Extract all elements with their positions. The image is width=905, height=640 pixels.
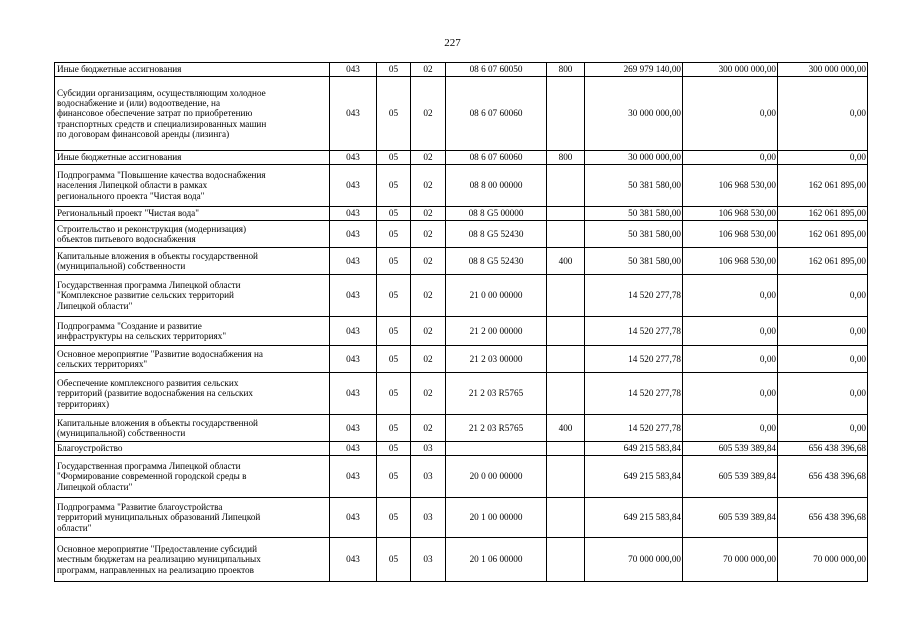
cell-target-article: 20 0 00 00000 [446,456,547,498]
cell-target-article: 08 8 G5 00000 [446,207,547,221]
cell-section: 05 [377,317,411,346]
cell-amount-year3: 0,00 [778,373,868,415]
cell-amount-year1: 50 381 580,00 [585,207,683,221]
cell-item-name-line: Липецкой области" [57,481,133,492]
cell-section: 05 [377,221,411,248]
cell-expense-type [547,275,585,317]
table-row [55,317,868,346]
cell-item-name-line: Обеспечение комплексного развития сельских [57,378,239,389]
cell-amount-year3: 0,00 [778,151,868,165]
cell-expense-type: 400 [547,415,585,442]
cell-item-name-line: финансовое обеспечение затрат по приобретению [57,108,253,119]
cell-expense-type [547,77,585,151]
cell-subsection: 03 [411,538,446,582]
cell-item-name: Региональный проект "Чистая вода" [55,207,330,221]
cell-grbs: 043 [330,151,377,165]
table-row [55,415,868,442]
cell-item-name-line: регионального проекта "Чистая вода" [57,190,205,201]
cell-expense-type [547,498,585,538]
cell-amount-year3: 70 000 000,00 [778,538,868,582]
cell-amount-year1: 14 520 277,78 [585,275,683,317]
cell-item-name-line: Подпрограмма "Развитие благоустройства [57,502,223,513]
cell-item-name [55,221,330,248]
cell-amount-year3: 300 000 000,00 [778,63,868,77]
cell-subsection: 03 [411,442,446,456]
cell-amount-year3: 162 061 895,00 [778,165,868,207]
cell-subsection: 02 [411,275,446,317]
cell-item-name [55,373,330,415]
cell-amount-year2: 605 539 389,84 [683,456,778,498]
cell-item-name-line: (муниципальной) собственности [57,428,186,438]
cell-item-name-line: Строительство и реконструкция (модернизация) [57,223,247,234]
cell-section: 05 [377,248,411,275]
cell-item-name-line: территорий муниципальных образований Липецкой [57,512,261,523]
cell-target-article: 08 8 G5 52430 [446,221,547,248]
cell-item-name-line: Государственная программа Липецкой области [57,280,241,291]
cell-grbs: 043 [330,165,377,207]
cell-amount-year1: 649 215 583,84 [585,442,683,456]
cell-item-name [55,275,330,317]
cell-amount-year3: 656 438 396,68 [778,456,868,498]
cell-amount-year1: 30 000 000,00 [585,77,683,151]
cell-grbs: 043 [330,221,377,248]
cell-amount-year3: 162 061 895,00 [778,221,868,248]
cell-amount-year3: 656 438 396,68 [778,442,868,456]
cell-grbs: 043 [330,415,377,442]
cell-amount-year1: 14 520 277,78 [585,415,683,442]
cell-item-name [55,248,330,275]
table-row [55,373,868,415]
cell-grbs: 043 [330,207,377,221]
cell-item-name-line: Подпрограмма "Повышение качества водоснабжения [57,170,266,181]
cell-expense-type: 800 [547,63,585,77]
cell-target-article: 20 1 00 00000 [446,498,547,538]
cell-item-name-line: инфраструктуры на сельских территориях" [57,331,227,341]
cell-subsection: 02 [411,248,446,275]
cell-item-name-line: Капитальные вложения в объекты государственной [57,250,258,261]
cell-item-name [55,415,330,442]
cell-subsection: 02 [411,63,446,77]
cell-section: 05 [377,415,411,442]
cell-amount-year2: 0,00 [683,151,778,165]
cell-amount-year3: 0,00 [778,317,868,346]
cell-item-name [55,498,330,538]
cell-amount-year2: 0,00 [683,373,778,415]
cell-item-name [55,165,330,207]
table-row [55,498,868,538]
cell-expense-type [547,442,585,456]
cell-item-name-line: Подпрограмма "Создание и развитие [57,320,202,331]
cell-item-name: Благоустройство [55,442,330,456]
cell-item-name-line: Субсидии организациям, осуществляющим холодное [57,87,266,98]
cell-grbs: 043 [330,538,377,582]
cell-grbs: 043 [330,373,377,415]
cell-item-name [55,317,330,346]
cell-amount-year3: 0,00 [778,346,868,373]
cell-item-name [55,346,330,373]
cell-amount-year2: 106 968 530,00 [683,221,778,248]
cell-grbs: 043 [330,248,377,275]
table-row [55,456,868,498]
cell-item-name-line: программ, направленных на реализацию проектов [57,564,254,575]
table-row [55,221,868,248]
cell-amount-year1: 50 381 580,00 [585,221,683,248]
cell-amount-year1: 30 000 000,00 [585,151,683,165]
cell-item-name-line: "Комплексное развитие сельских территорий [57,290,234,301]
cell-item-name-line: транспортных средств и специализированных машин [57,118,267,129]
cell-amount-year1: 70 000 000,00 [585,538,683,582]
cell-item-name: Иные бюджетные ассигнования [55,151,330,165]
cell-item-name-line: Основное мероприятие "Предоставление субсидий [57,544,258,555]
cell-item-name [55,456,330,498]
cell-grbs: 043 [330,456,377,498]
cell-amount-year2: 0,00 [683,77,778,151]
budget-table [54,62,868,582]
cell-expense-type [547,346,585,373]
cell-item-name-line: Капитальные вложения в объекты государственной [57,417,258,428]
cell-section: 05 [377,207,411,221]
cell-subsection: 02 [411,151,446,165]
cell-amount-year1: 14 520 277,78 [585,346,683,373]
table-row [55,77,868,151]
cell-item-name [55,77,330,151]
cell-expense-type: 400 [547,248,585,275]
cell-section: 05 [377,456,411,498]
cell-expense-type [547,538,585,582]
cell-section: 05 [377,373,411,415]
cell-subsection: 02 [411,221,446,248]
cell-target-article: 21 2 03 R5765 [446,373,547,415]
cell-amount-year1: 50 381 580,00 [585,248,683,275]
cell-target-article: 08 8 00 00000 [446,165,547,207]
cell-grbs: 043 [330,498,377,538]
cell-amount-year3: 0,00 [778,77,868,151]
cell-amount-year1: 14 520 277,78 [585,317,683,346]
cell-amount-year2: 106 968 530,00 [683,207,778,221]
cell-item-name: Иные бюджетные ассигнования [55,63,330,77]
cell-amount-year2: 106 968 530,00 [683,165,778,207]
table-row [55,346,868,373]
cell-amount-year3: 162 061 895,00 [778,248,868,275]
cell-target-article: 21 2 03 00000 [446,346,547,373]
cell-expense-type [547,207,585,221]
cell-item-name-line: сельских территориях" [57,359,148,369]
cell-target-article: 21 0 00 00000 [446,275,547,317]
cell-amount-year2: 0,00 [683,415,778,442]
cell-grbs: 043 [330,346,377,373]
cell-item-name-line: Липецкой области" [57,300,133,311]
cell-item-name-line: (муниципальной) собственности [57,261,186,271]
cell-amount-year2: 605 539 389,84 [683,498,778,538]
cell-target-article: 08 6 07 60050 [446,63,547,77]
cell-grbs: 043 [330,442,377,456]
cell-expense-type [547,373,585,415]
cell-amount-year2: 0,00 [683,275,778,317]
cell-subsection: 02 [411,346,446,373]
cell-expense-type [547,221,585,248]
cell-grbs: 043 [330,77,377,151]
cell-amount-year3: 0,00 [778,275,868,317]
cell-subsection: 02 [411,317,446,346]
table-row [55,442,868,456]
cell-section: 05 [377,498,411,538]
cell-amount-year1: 649 215 583,84 [585,498,683,538]
cell-amount-year2: 106 968 530,00 [683,248,778,275]
cell-item-name-line: Основное мероприятие "Развитие водоснабжения на [57,348,264,359]
table-row [55,248,868,275]
cell-item-name-line: "Формирование современной городской среды в [57,471,247,482]
table-row [55,151,868,165]
page-number: 227 [444,37,461,49]
cell-item-name-line: территорий (развитие водоснабжения на сельских [57,388,253,399]
cell-section: 05 [377,538,411,582]
cell-subsection: 03 [411,498,446,538]
cell-item-name-line: области" [57,522,92,533]
cell-amount-year2: 0,00 [683,346,778,373]
cell-subsection: 02 [411,415,446,442]
cell-amount-year3: 162 061 895,00 [778,207,868,221]
cell-item-name-line: объектов питьевого водоснабжения [57,234,196,244]
cell-amount-year1: 14 520 277,78 [585,373,683,415]
cell-item-name-line: Государственная программа Липецкой области [57,461,241,472]
cell-target-article: 21 2 03 R5765 [446,415,547,442]
cell-target-article: 20 1 06 00000 [446,538,547,582]
cell-section: 05 [377,151,411,165]
cell-grbs: 043 [330,63,377,77]
cell-target-article: 08 6 07 60060 [446,77,547,151]
table-row [55,165,868,207]
cell-item-name-line: по договорам финансовой аренды (лизинга) [57,128,230,139]
cell-grbs: 043 [330,275,377,317]
cell-item-name-line: водоснабжение и (или) водоотведение, на [57,98,221,109]
cell-subsection: 03 [411,456,446,498]
cell-expense-type [547,317,585,346]
cell-section: 05 [377,275,411,317]
cell-amount-year3: 0,00 [778,415,868,442]
cell-expense-type: 800 [547,151,585,165]
cell-target-article: 21 2 00 00000 [446,317,547,346]
cell-subsection: 02 [411,77,446,151]
cell-amount-year1: 649 215 583,84 [585,456,683,498]
cell-amount-year1: 50 381 580,00 [585,165,683,207]
cell-amount-year2: 0,00 [683,317,778,346]
cell-item-name-line: территориях) [57,398,110,409]
cell-item-name-line: местным бюджетам на реализацию муниципальных [57,554,261,565]
table-row [55,207,868,221]
cell-section: 05 [377,346,411,373]
table-row [55,275,868,317]
cell-item-name [55,538,330,582]
cell-expense-type [547,165,585,207]
cell-amount-year2: 300 000 000,00 [683,63,778,77]
cell-amount-year1: 269 979 140,00 [585,63,683,77]
cell-amount-year3: 656 438 396,68 [778,498,868,538]
cell-section: 05 [377,165,411,207]
cell-subsection: 02 [411,207,446,221]
cell-amount-year2: 605 539 389,84 [683,442,778,456]
cell-target-article: 08 8 G5 52430 [446,248,547,275]
cell-subsection: 02 [411,165,446,207]
cell-grbs: 043 [330,317,377,346]
cell-target-article: 08 6 07 60060 [446,151,547,165]
cell-target-article [446,442,547,456]
cell-item-name-line: населения Липецкой области в рамках [57,180,208,191]
cell-amount-year2: 70 000 000,00 [683,538,778,582]
cell-subsection: 02 [411,373,446,415]
cell-expense-type [547,456,585,498]
table-row [55,63,868,77]
cell-section: 05 [377,63,411,77]
cell-section: 05 [377,77,411,151]
cell-section: 05 [377,442,411,456]
table-row [55,538,868,582]
